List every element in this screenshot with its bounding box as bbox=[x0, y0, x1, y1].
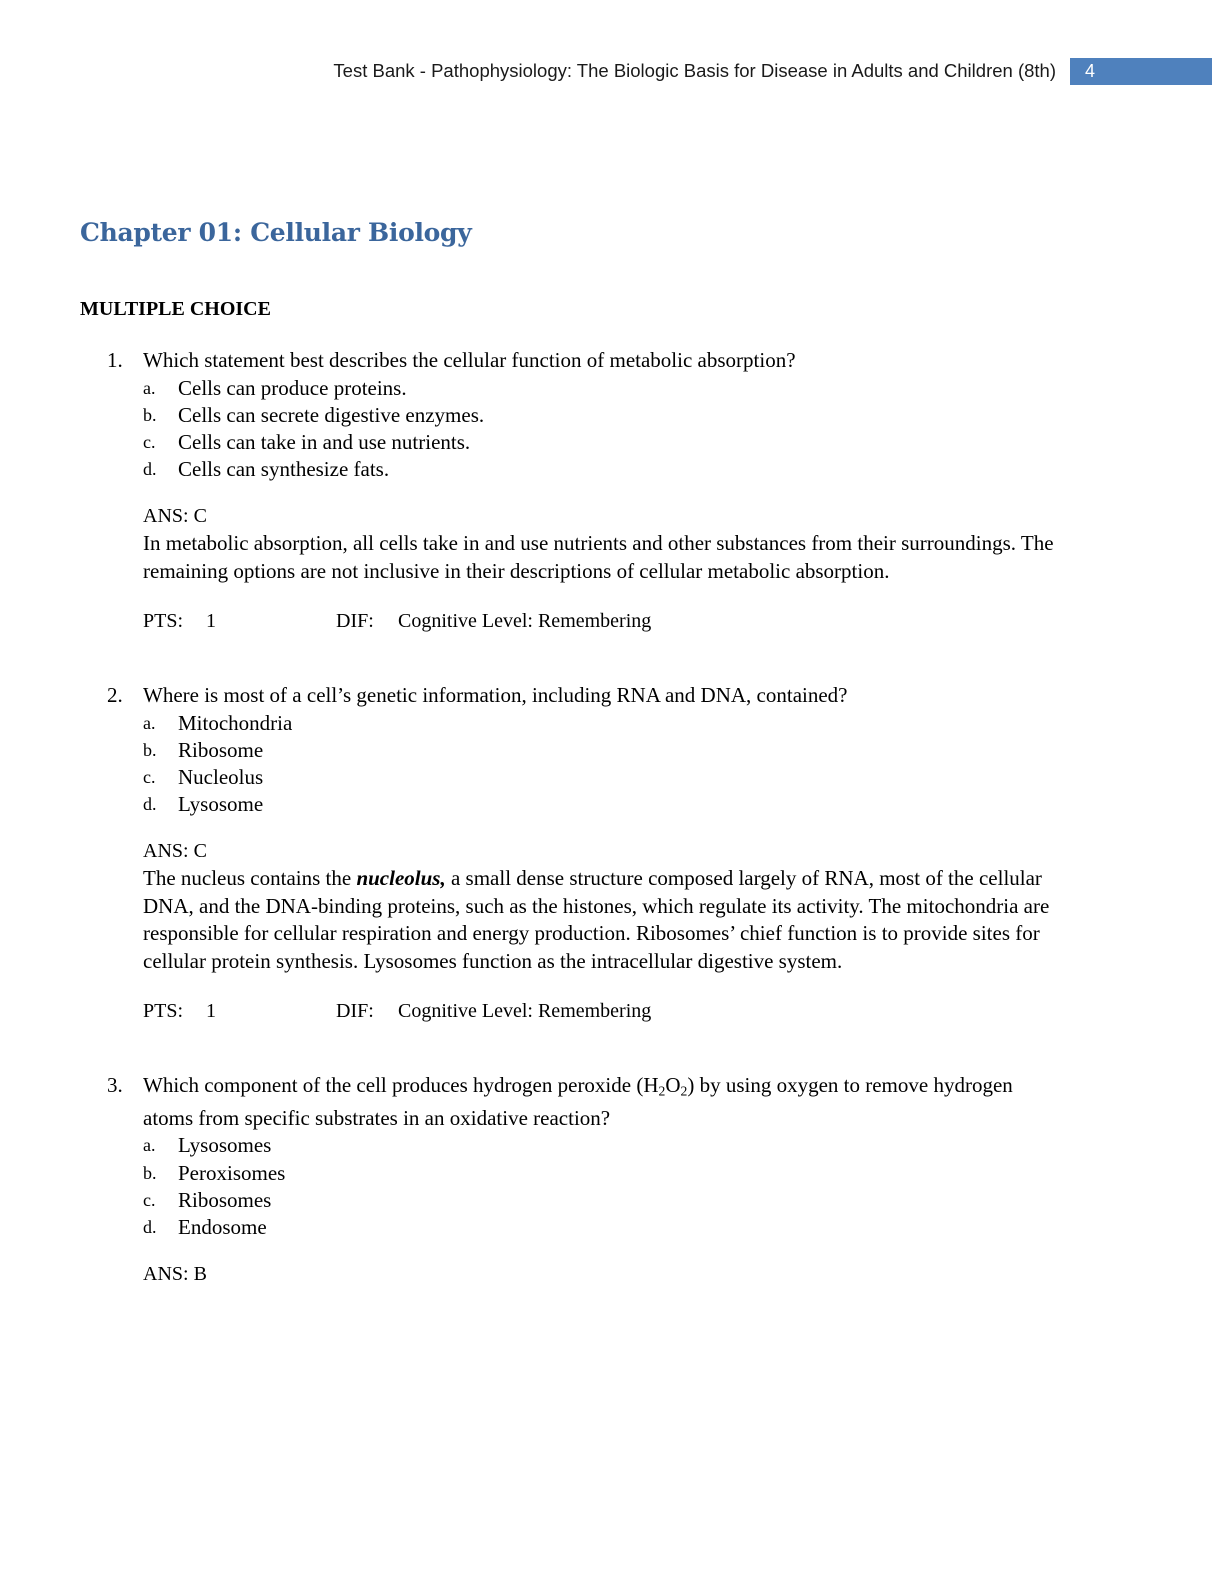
stem-text: O bbox=[665, 1073, 681, 1097]
section-heading: MULTIPLE CHOICE bbox=[80, 298, 271, 320]
answer-key: ANS: B bbox=[143, 1262, 207, 1285]
difficulty-label: DIF: bbox=[336, 610, 374, 633]
question-meta bbox=[0, 607, 1224, 635]
option-a bbox=[0, 710, 1224, 737]
rationale-text: a small dense structure composed largely of RNA, most of the cellular DNA, and the DNA-binding proteins, such as the histones, which regulate its activity. The mitochondria are responsible for cellular respiration and energy production. Ribosomes’ chief function is to provide sites for cellular protein synthesis. Lysosomes function as the intracellular digestive system. bbox=[143, 866, 1050, 973]
option-letter: d. bbox=[143, 794, 157, 815]
option-letter: d. bbox=[143, 459, 157, 480]
option-text: Lysosomes bbox=[178, 1133, 272, 1158]
stem-text: ) by using oxygen to remove hydrogen atoms from specific substrates in an oxidative reaction? bbox=[143, 1073, 1013, 1130]
option-text: Ribosome bbox=[178, 737, 264, 762]
question-stem-row bbox=[0, 682, 1224, 710]
difficulty-value: Cognitive Level: Remembering bbox=[398, 1000, 652, 1023]
question-stem-row bbox=[0, 1072, 1224, 1132]
option-letter: d. bbox=[143, 1217, 157, 1238]
question-stem: Where is most of a cell’s genetic information, including RNA and DNA, contained? bbox=[143, 683, 848, 707]
subscript: 2 bbox=[658, 1083, 666, 1099]
answer-key: ANS: C bbox=[143, 839, 207, 862]
rationale-text: The nucleus contains the bbox=[143, 866, 357, 891]
question-number: 2. bbox=[107, 683, 123, 707]
chapter-title: Chapter 01: Cellular Biology bbox=[80, 218, 472, 247]
option-d bbox=[0, 1214, 1224, 1241]
page-number-badge: 4 bbox=[1070, 58, 1212, 85]
option-list bbox=[0, 375, 1224, 484]
points-label: PTS: bbox=[143, 610, 184, 633]
option-a bbox=[0, 375, 1224, 402]
option-letter: a. bbox=[143, 377, 156, 398]
running-header-title: Test Bank - Pathophysiology: The Biologic Basis for Disease in Adults and Children (8th) bbox=[333, 60, 1056, 81]
answer-key: ANS: C bbox=[143, 504, 207, 527]
question-number: 3. bbox=[107, 1073, 123, 1097]
stem-text: Which component of the cell produces hydrogen peroxide (H bbox=[143, 1073, 659, 1097]
question-3 bbox=[0, 1072, 1224, 1288]
option-text: Lysosome bbox=[178, 792, 264, 817]
option-letter: c. bbox=[143, 1190, 156, 1210]
option-letter: b. bbox=[143, 1162, 157, 1183]
option-letter: c. bbox=[143, 767, 156, 788]
option-b bbox=[0, 1160, 1224, 1187]
subscript: 2 bbox=[680, 1083, 688, 1099]
option-text: Mitochondria bbox=[178, 710, 293, 735]
question-1 bbox=[0, 347, 1224, 635]
question-2 bbox=[0, 682, 1224, 1025]
option-a bbox=[0, 1132, 1224, 1159]
option-text: Ribosomes bbox=[178, 1188, 272, 1212]
option-list bbox=[0, 710, 1224, 819]
option-text: Nucleolus bbox=[178, 765, 264, 790]
option-d bbox=[0, 456, 1224, 483]
option-text: Cells can synthesize fats. bbox=[178, 457, 390, 482]
points-label: PTS: bbox=[143, 1000, 184, 1023]
rationale-emphasis: nucleolus, bbox=[356, 866, 446, 891]
option-b bbox=[0, 737, 1224, 764]
question-number: 1. bbox=[107, 348, 123, 372]
option-c bbox=[0, 1187, 1224, 1214]
option-letter: a. bbox=[143, 1135, 156, 1156]
question-stem: Which statement best describes the cellular function of metabolic absorption? bbox=[143, 348, 796, 372]
rationale bbox=[143, 865, 1063, 975]
question-stem-row bbox=[0, 347, 1224, 375]
option-letter: b. bbox=[143, 739, 157, 760]
option-letter: b. bbox=[143, 404, 157, 425]
points-value: 1 bbox=[206, 1000, 216, 1023]
option-letter: c. bbox=[143, 432, 156, 453]
option-d bbox=[0, 791, 1224, 818]
difficulty-value: Cognitive Level: Remembering bbox=[398, 610, 652, 633]
option-text: Cells can produce proteins. bbox=[178, 375, 407, 400]
question-meta bbox=[0, 997, 1224, 1025]
points-value: 1 bbox=[206, 610, 216, 633]
option-text: Cells can secrete digestive enzymes. bbox=[178, 402, 485, 427]
option-text: Endosome bbox=[178, 1215, 267, 1240]
option-c bbox=[0, 429, 1224, 456]
option-b bbox=[0, 402, 1224, 429]
option-letter: a. bbox=[143, 712, 156, 733]
option-text: Peroxisomes bbox=[178, 1160, 286, 1185]
difficulty-label: DIF: bbox=[336, 1000, 374, 1023]
option-c bbox=[0, 764, 1224, 791]
option-text: Cells can take in and use nutrients. bbox=[178, 430, 471, 455]
rationale: In metabolic absorption, all cells take in and use nutrients and other substances from their surroundings. The remaining options are not inclusive in their descriptions of cellular metabolic absorption. bbox=[143, 531, 1054, 583]
question-stem bbox=[143, 1072, 1043, 1132]
option-list bbox=[0, 1132, 1224, 1241]
